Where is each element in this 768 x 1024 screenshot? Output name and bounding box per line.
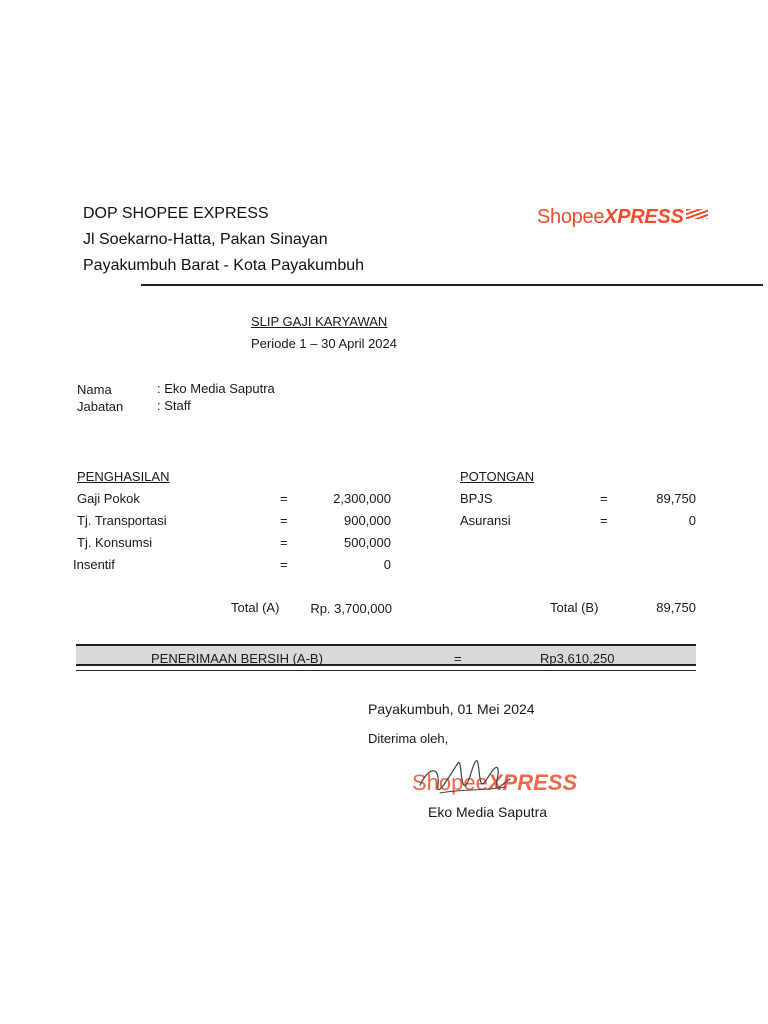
company-name: DOP SHOPEE EXPRESS: [83, 205, 269, 222]
earnings-row-value: 2,300,000: [333, 491, 391, 506]
deductions-total-value: 89,750: [656, 600, 696, 615]
net-pay-label: PENERIMAAN BERSIH (A-B): [151, 651, 323, 666]
signatory-name: Eko Media Saputra: [428, 804, 548, 820]
deductions-heading: POTONGAN: [460, 469, 535, 484]
received-by-label: Diterima oleh,: [368, 731, 449, 746]
earnings-row-equals: =: [280, 491, 288, 506]
earnings-row-value: 900,000: [344, 513, 391, 528]
speed-lines-icon: [686, 209, 708, 219]
deductions-row-label: BPJS: [460, 491, 493, 506]
net-pay-underline: [76, 670, 696, 671]
net-pay-equals: =: [454, 651, 462, 666]
earnings-row-label: Gaji Pokok: [77, 491, 140, 506]
deductions-row-value: 0: [688, 513, 696, 528]
earnings-heading: PENGHASILAN: [77, 469, 170, 484]
earnings-row-equals: =: [280, 535, 288, 550]
earnings-row-label: Tj. Konsumsi: [77, 535, 153, 550]
slip-title: SLIP GAJI KARYAWAN: [251, 314, 388, 329]
position-label: Jabatan: [77, 399, 124, 414]
deductions-row-equals: =: [600, 513, 608, 528]
earnings-total-value: Rp. 3,700,000: [310, 601, 392, 616]
deductions-row-value: 89,750: [656, 491, 696, 506]
stamp-text-shopee: Shopee: [412, 770, 488, 795]
net-pay-value: Rp3,610,250: [540, 651, 615, 666]
stamp-text-xpress: XPRESS: [487, 770, 578, 795]
earnings-row-equals: =: [280, 513, 288, 528]
logo-text-xpress: XPRESS: [604, 206, 684, 228]
deductions-total-label: Total (B): [550, 600, 599, 615]
deductions-row-equals: =: [600, 491, 608, 506]
earnings-row-equals: =: [280, 557, 288, 572]
deductions-row-label: Asuransi: [460, 513, 511, 528]
earnings-row-value: 500,000: [344, 535, 391, 550]
earnings-row-label: Insentif: [73, 557, 115, 572]
shopee-xpress-logo: [537, 206, 708, 229]
header-divider: [141, 284, 763, 286]
company-address-line1: Jl Soekarno-Hatta, Pakan Sinayan: [83, 231, 328, 248]
place-date: Payakumbuh, 01 Mei 2024: [368, 701, 535, 717]
name-value: : Eko Media Saputra: [157, 381, 275, 396]
company-address-line2: Payakumbuh Barat - Kota Payakumbuh: [83, 257, 365, 274]
position-value: : Staff: [157, 398, 191, 413]
logo-text-shopee: Shopee: [537, 206, 605, 228]
slip-period: Periode 1 – 30 April 2024: [251, 336, 397, 351]
earnings-total-label: Total (A): [231, 600, 280, 615]
earnings-row-label: Tj. Transportasi: [77, 513, 167, 528]
name-label: Nama: [77, 382, 112, 397]
earnings-row-value: 0: [383, 557, 391, 572]
